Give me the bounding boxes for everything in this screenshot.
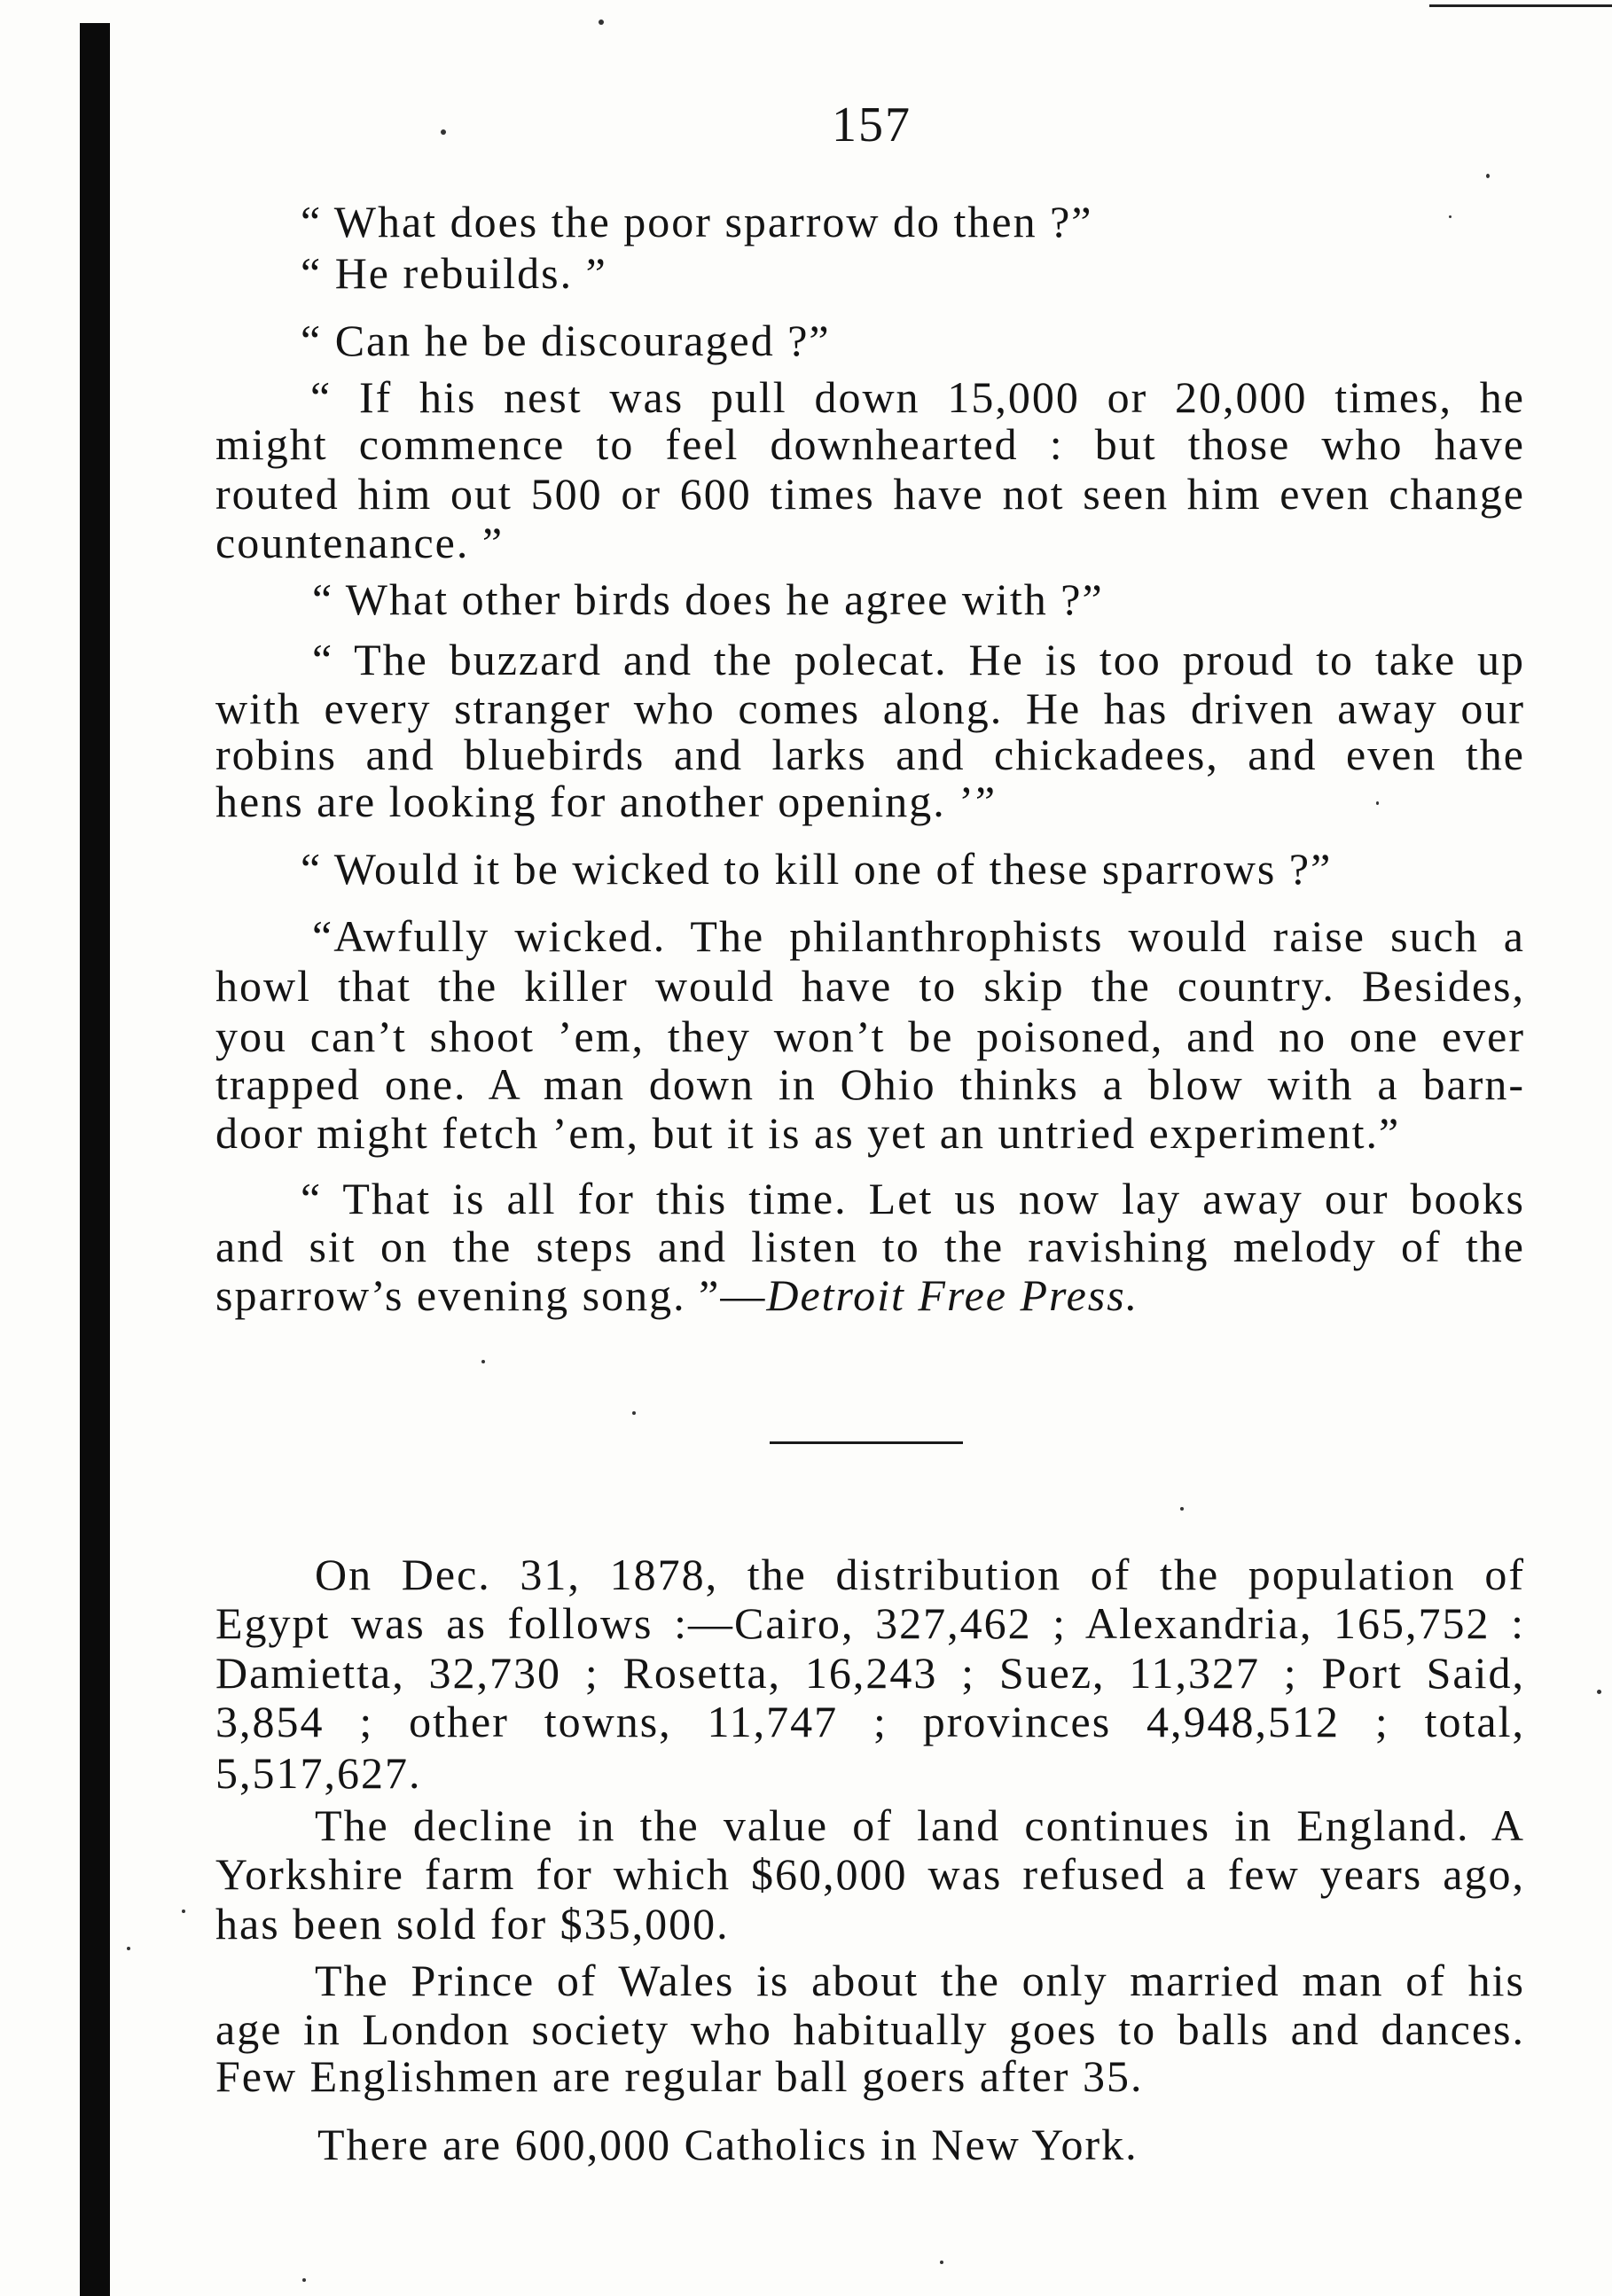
text-line: The decline in the value of land continues in England. A (315, 1800, 1525, 1850)
scan-speck (481, 1360, 485, 1363)
scan-speck (1486, 174, 1490, 178)
text-line: 5,517,627. (215, 1748, 422, 1798)
scan-speck (940, 2261, 943, 2264)
text-line (215, 1270, 1525, 1320)
text-line: with every stranger who comes along. He has driven away our (215, 683, 1525, 733)
scan-speck (1597, 1690, 1601, 1694)
text-line: and sit on the steps and listen to the ravishing melody of the (215, 1222, 1525, 1271)
text-line: you can’t shoot ’em, they won’t be poisoned, and no one ever (215, 1011, 1525, 1061)
scan-binding-shadow (80, 23, 110, 2296)
text-line: “ Can he be discouraged ?” (301, 316, 831, 365)
text-line: age in London society who habitually goes to balls and dances. (215, 2004, 1525, 2054)
scan-speck (1180, 1507, 1184, 1511)
text-line: “ If his nest was pull down 15,000 or 20,000 times, he (310, 372, 1525, 422)
text-line: hens are looking for another opening. ’” (215, 777, 998, 826)
top-edge-rule (1429, 4, 1612, 7)
text-line: routed him out 500 or 600 times have not seen him even change (215, 469, 1525, 519)
scan-speck (632, 1411, 636, 1415)
text-line: “Awfully wicked. The philanthrophists would raise such a (312, 911, 1525, 961)
text-line: “ He rebuilds. ” (301, 248, 607, 298)
text-line: has been sold for $35,000. (215, 1899, 730, 1948)
text-line: Few Englishmen are regular ball goers after 35. (215, 2051, 1144, 2101)
text-line: “ What other birds does he agree with ?” (312, 574, 1104, 624)
text-line-start: sparrow’s evening song. ”— (215, 1270, 767, 1320)
text-line: “ That is all for this time. Let us now lay away our books (301, 1174, 1525, 1223)
scan-speck (441, 129, 446, 135)
text-line: Damietta, 32,730 ; Rosetta, 16,243 ; Suez, 11,327 ; Port Said, (215, 1648, 1525, 1698)
text-line: “ What does the poor sparrow do then ?” (301, 197, 1093, 246)
text-line: There are 600,000 Catholics in New York. (317, 2120, 1139, 2169)
section-separator (770, 1441, 963, 1444)
text-line: countenance. ” (215, 518, 505, 567)
text-line: Egypt was as follows :—Cairo, 327,462 ; Alexandria, 165,752 : (215, 1598, 1525, 1648)
text-line: door might fetch ’em, but it is as yet an untried experiment.” (215, 1108, 1401, 1158)
source-credit: Detroit Free Press. (766, 1270, 1139, 1320)
text-line: The Prince of Wales is about the only married man of his (315, 1956, 1525, 2005)
page-number: 157 (832, 98, 912, 152)
text-line: trapped one. A man down in Ohio thinks a blow with a barn- (215, 1059, 1525, 1109)
scan-speck (182, 1909, 185, 1913)
text-line: might commence to feel downhearted : but those who have (215, 419, 1525, 469)
scan-speck (127, 1947, 130, 1950)
scan-speck (302, 2278, 306, 2282)
text-line: On Dec. 31, 1878, the distribution of the population of (315, 1550, 1525, 1599)
text-line: “ Would it be wicked to kill one of these sparrows ?” (301, 844, 1333, 894)
text-line: howl that the killer would have to skip the country. Besides, (215, 961, 1525, 1011)
scan-speck (599, 20, 604, 25)
text-line: 3,854 ; other towns, 11,747 ; provinces 4,948,512 ; total, (215, 1697, 1525, 1746)
text-line: “ The buzzard and the polecat. He is too proud to take up (312, 635, 1525, 684)
text-line: robins and bluebirds and larks and chickadees, and even the (215, 730, 1525, 779)
text-line: Yorkshire farm for which $60,000 was refused a few years ago, (215, 1849, 1525, 1899)
